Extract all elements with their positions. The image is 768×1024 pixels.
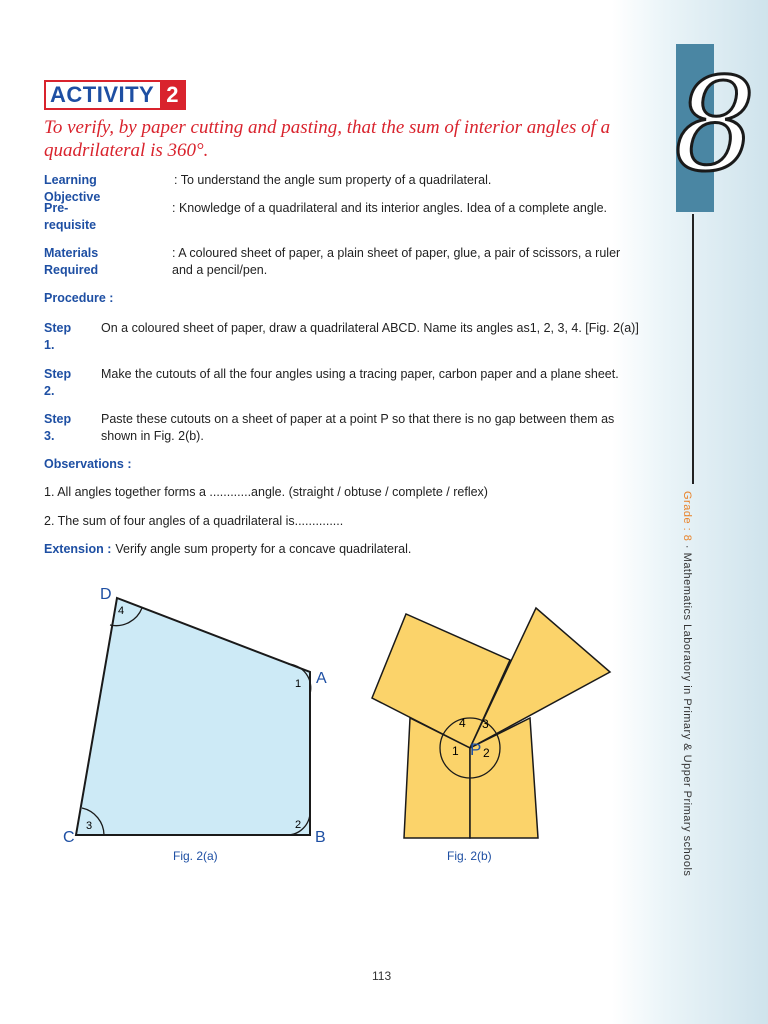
activity-number: 2 (160, 82, 184, 108)
observation-item: 1. All angles together forms a ............angle. (straight / obtuse / complete / reflex) (44, 485, 488, 499)
step-label: Step 1. (44, 321, 72, 352)
separator: · (681, 544, 693, 553)
grade-label: Grade : 8 (681, 491, 693, 542)
step-text: On a coloured sheet of paper, draw a quadrilateral ABCD. Name its angles as1, 2, 3, 4. [Fig. 2(a)] (101, 321, 639, 335)
figure-caption: Fig. 2(a) (173, 849, 218, 863)
step-text: Make the cutouts of all the four angles using a tracing paper, carbon paper and a plane sheet. (101, 367, 619, 381)
objective-value: : To understand the angle sum property of a quadrilateral. (174, 173, 492, 187)
activity-aim: To verify, by paper cutting and pasting, that the sum of interior angles of a quadrilateral is 360°. (44, 117, 611, 161)
vertex-label-b: B (315, 829, 326, 846)
vertex-label-c: C (63, 829, 75, 846)
angle-label-3: 3 (86, 820, 93, 832)
chapter-number: 8 (674, 51, 756, 200)
extension-text: Verify angle sum property for a concave quadrilateral. (115, 542, 412, 556)
step-label: Step 3. (44, 412, 72, 443)
angle-label-3: 3 (482, 717, 489, 731)
side-running-title (681, 491, 693, 876)
extension-label: Extension : (44, 542, 112, 556)
page-number: 113 (372, 969, 392, 983)
figure-quadrilateral (60, 580, 350, 850)
side-rule (692, 214, 694, 484)
step-text: Paste these cutouts on a sheet of paper at a point P so that there is no gap between them as shown in Fig. 2(b). (101, 412, 615, 443)
prereq-value: : Knowledge of a quadrilateral and its interior angles. Idea of a complete angle. (172, 201, 607, 215)
activity-badge (44, 80, 186, 110)
angle-label-1: 1 (452, 744, 459, 758)
angle-label-4: 4 (118, 605, 125, 617)
procedure-heading: Procedure : (44, 291, 114, 305)
materials-value: : A coloured sheet of paper, a plain sheet of paper, glue, a pair of scissors, a ruler and a pencil/pen. (172, 246, 621, 277)
observations-heading: Observations : (44, 457, 132, 471)
angle-label-1: 1 (295, 678, 302, 690)
vertex-label-d: D (100, 586, 112, 603)
angle-label-2: 2 (295, 819, 302, 831)
book-title: Mathematics Laboratory in Primary & Upper Primary schools (681, 552, 693, 877)
extension-row (44, 542, 411, 556)
angle-label-4: 4 (459, 716, 466, 730)
materials-label: Materials Required (44, 246, 99, 277)
figure-cutouts (360, 598, 620, 843)
vertex-label-a: A (316, 670, 327, 687)
objective-label: Learning Objective (44, 173, 101, 204)
figure-caption: Fig. 2(b) (447, 849, 492, 863)
quadrilateral-shape (76, 598, 310, 835)
prereq-label: Pre-requisite (44, 201, 97, 232)
step-label: Step 2. (44, 367, 72, 398)
observation-item: 2. The sum of four angles of a quadrilateral is.............. (44, 514, 344, 528)
angle-label-2: 2 (483, 746, 490, 760)
point-label-p: P (470, 740, 482, 759)
activity-word: ACTIVITY (50, 82, 155, 107)
